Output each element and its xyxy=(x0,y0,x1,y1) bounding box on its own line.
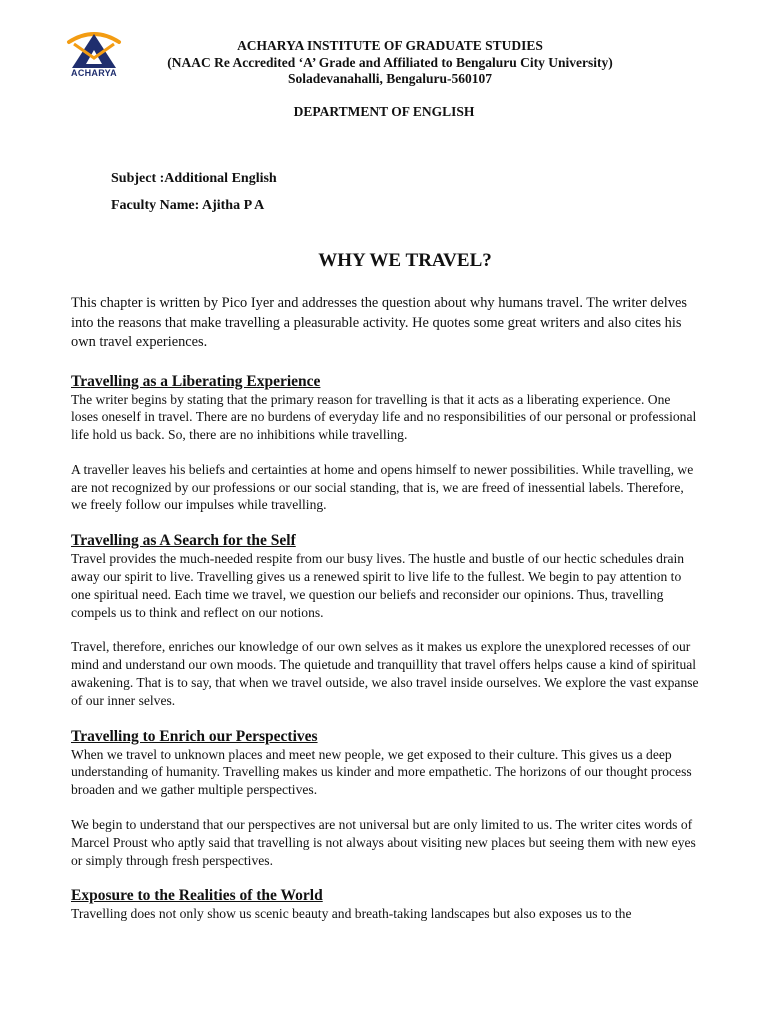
page-title: WHY WE TRAVEL? xyxy=(318,250,492,271)
accreditation-line: (NAAC Re Accredited ‘A’ Grade and Affiliated to Bengaluru City University) xyxy=(167,55,613,70)
section-paragraph: The writer begins by stating that the primary reason for travelling is that it acts as a liberating experience. One loses oneself in travel. There are no burdens of everyday life and no responsibilities of our personal or professional life hold us back. So, there are no inhibitions while travelling. xyxy=(71,391,697,443)
section-heading: Travelling as a Liberating Experience xyxy=(71,372,321,390)
faculty-line: Faculty Name: Ajitha P A xyxy=(111,198,265,213)
section-search-self xyxy=(71,531,701,709)
document-body xyxy=(71,294,701,940)
section-heading: Travelling as A Search for the Self xyxy=(71,532,296,550)
intro-paragraph: This chapter is written by Pico Iyer and addresses the question about why humans travel. The writer delves into the reasons that make travelling a pleasurable activity. He quotes some great writers and also cites his own travel experiences. xyxy=(71,295,687,350)
subject-line: Subject :Additional English xyxy=(111,171,277,186)
section-paragraph: Travelling does not only show us scenic beauty and breath-taking landscapes but also exposes us to the xyxy=(71,906,632,922)
department-name: DEPARTMENT OF ENGLISH xyxy=(293,104,475,119)
section-paragraph: When we travel to unknown places and meet new people, we get exposed to their culture. This gives us a deep understanding of humanity. Travelling makes us kinder and more empathetic. The horizons of our thought process broaden and we gather multiple perspectives. xyxy=(71,746,692,798)
section-paragraph: Travel, therefore, enriches our knowledge of our own selves as it makes us explore the unexplored recesses of our mind and understand our own moods. The quietude and tranquillity that travel offers helps cause a kind of spiritual awakening. That is to say, that when we travel outside, we also travel inside ourselves. We explore the vast expanse of our inner selves. xyxy=(71,639,699,708)
section-paragraph: We begin to understand that our perspectives are not universal but are only limited to us. The writer cites words of Marcel Proust who aptly said that travelling is not always about visiting new places but seeing them with new eyes or simply through fresh perspectives. xyxy=(71,817,696,868)
section-paragraph: A traveller leaves his beliefs and certainties at home and opens himself to newer possibilities. While travelling, we are not recognized by our professions or our social standing, that is, we are freed of inessential labels. Therefore, we freely follow our impulses while travelling. xyxy=(71,461,694,513)
section-realities xyxy=(71,886,701,923)
address-line: Soladevanahalli, Bengaluru-560107 xyxy=(287,71,493,86)
institute-name: ACHARYA INSTITUTE OF GRADUATE STUDIES xyxy=(237,38,543,53)
section-paragraph: Travel provides the much-needed respite from our busy lives. The hustle and bustle of our hectic schedules drain away our spirit to live. Travelling gives us a renewed spirit to live life to the fullest. We begin to pay attention to one spiritual need. Each time we travel, we question our beliefs and reconsider our opinions. Thus, travelling compels us to think and reflect on our notions. xyxy=(71,551,685,620)
logo-text: ACHARYA xyxy=(71,68,117,78)
section-perspectives xyxy=(71,727,701,870)
section-liberating xyxy=(71,372,701,515)
section-heading: Exposure to the Realities of the World xyxy=(71,887,323,905)
section-heading: Travelling to Enrich our Perspectives xyxy=(71,727,318,745)
